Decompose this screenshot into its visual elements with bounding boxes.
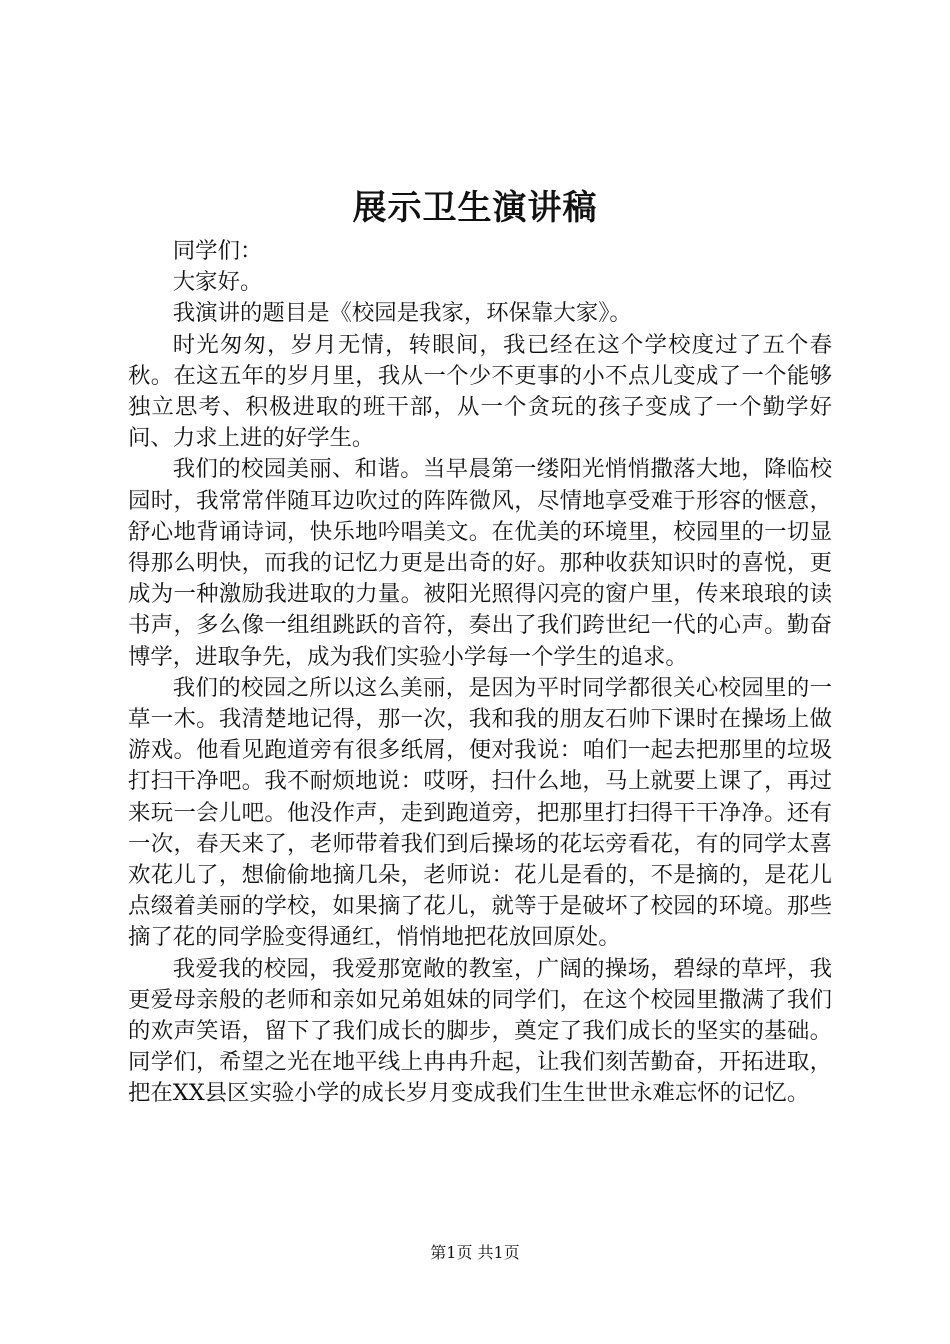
paragraph-salutation: 同学们：	[172, 238, 263, 264]
paragraph-topic: 我演讲的题目是《校园是我家，环保靠大家》。	[172, 300, 632, 327]
page-number-footer: 第1页 共1页	[430, 1243, 520, 1262]
document-title: 展示卫生演讲稿	[352, 188, 598, 228]
paragraph: 我们的校园之所以这么美丽，是因为平时同学都很关心校园里的一草一木。我清楚地记得，那一次，我和我的朋友石帅下课时在操场上做游戏。他看见跑道旁有很多纸屑，便对我说：咱们一起去把那里的垃圾打扫干净吧。我不耐烦地说：哎呀，扫什么地，马上就要上课了，再过来玩一会儿吧。他没作声，走到跑道旁，把那里打扫得干干净净。还有一次，春天来了，老师带着我们到后操场的花坛旁看花，有的同学太喜欢花儿了，想偷偷地摘几朵，老师说：花儿是看的，不是摘的，是花儿点缀着美丽的学校，如果摘了花儿，就等于是破坏了校园的环境。那些摘了花的同学脸变得通红，悄悄地把花放回原处。	[128, 674, 832, 951]
paragraph-greeting: 大家好。	[172, 269, 263, 296]
document-body	[128, 236, 832, 1110]
paragraph: 我爱我的校园，我爱那宽敞的教室，广阔的操场，碧绿的草坪，我更爱母亲般的老师和亲如兄弟姐妹的同学们，在这个校园里撒满了我们的欢声笑语，留下了我们成长的脚步，奠定了我们成长的坚实的基础。同学们，希望之光在地平线上冉冉升起，让我们刻苦勤奋，开拓进取，把在XX县区实验小学的成长岁月变成我们生生世世永难忘怀的记忆。	[128, 955, 832, 1107]
paragraph: 时光匆匆，岁月无情，转眼间，我已经在这个学校度过了五个春秋。在这五年的岁月里，我从一个少不更事的小不点儿变成了一个能够独立思考、积极进取的班干部，从一个贪玩的孩子变成了一个勤学好问、力求上进的好学生。	[128, 331, 832, 452]
paragraph: 我们的校园美丽、和谐。当早晨第一缕阳光悄悄撒落大地，降临校园时，我常常伴随耳边吹过的阵阵微风，尽情地享受难于形容的惬意，舒心地背诵诗词，快乐地吟唱美文。在优美的环境里，校园里的一切显得那么明快，而我的记忆力更是出奇的好。那种收获知识时的喜悦，更成为一种激励我进取的力量。被阳光照得闪亮的窗户里，传来琅琅的读书声，多么像一组组跳跃的音符，奏出了我们跨世纪一代的心声。勤奋博学，进取争先，成为我们实验小学每一个学生的追求。	[128, 456, 832, 670]
